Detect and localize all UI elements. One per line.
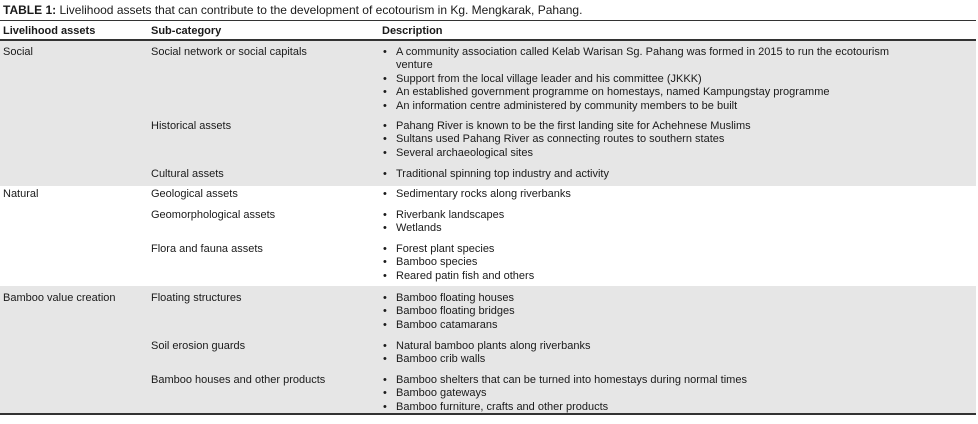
list-item: • Natural bamboo plants along riverbanks: [383, 340, 591, 352]
bullet-icon: •: [383, 305, 387, 318]
list-item: • A community association called Kelab Warisan Sg. Pahang was formed in 2015 to run the ecotourism: [383, 46, 890, 58]
table-caption: [3, 3, 582, 17]
bullet-icon: •: [383, 243, 387, 255]
group-label: Bamboo value creation: [3, 292, 116, 304]
bullet-icon: •: [383, 209, 387, 221]
description-list: [382, 292, 976, 332]
bullet-icon: •: [383, 146, 387, 159]
table-bottom-rule: [0, 413, 976, 415]
list-item: • Bamboo shelters that can be turned into homestays during normal times: [383, 374, 747, 386]
list-item: • Bamboo furniture, crafts and other products: [383, 400, 609, 413]
sub-category: Social network or social capitals: [151, 46, 307, 58]
sub-category: Bamboo houses and other products: [151, 374, 326, 386]
bullet-icon: •: [383, 86, 387, 99]
bullet-icon: •: [383, 222, 387, 235]
bullet-icon: •: [383, 120, 387, 132]
bullet-icon: •: [383, 269, 387, 282]
list-item: • Bamboo species: [383, 256, 478, 269]
table-group-natural: [0, 186, 976, 286]
list-item: • Bamboo floating bridges: [383, 305, 515, 318]
table-caption-text: Livelihood assets that can contribute to the development of ecotourism in Kg. Mengkarak, Pahang.: [56, 3, 583, 17]
list-item: • An information centre administered by community members to be built: [383, 99, 738, 112]
group-label: Social: [3, 46, 33, 58]
bullet-icon: •: [383, 387, 387, 400]
list-item: • Bamboo catamarans: [383, 318, 498, 331]
description-list: [382, 46, 976, 113]
list-item: • Sultans used Pahang River as connecting routes to southern states: [383, 133, 725, 146]
list-item: • Riverbank landscapes: [383, 209, 505, 221]
sub-category: Cultural assets: [151, 168, 224, 180]
list-item: • Wetlands: [383, 222, 442, 235]
bullet-icon: •: [383, 46, 387, 58]
list-item: • Bamboo gateways: [383, 387, 487, 400]
description-list: [382, 120, 976, 160]
description-list: [382, 188, 976, 201]
list-item: • Support from the local village leader and his committee (JKKK): [383, 72, 702, 85]
list-item: • Forest plant species: [383, 243, 495, 255]
description-list: [382, 209, 976, 236]
bullet-icon: •: [383, 292, 387, 304]
list-item: • An established government programme on homestays, named Kampungstay programme: [383, 86, 830, 99]
list-item: • Bamboo crib walls: [383, 353, 486, 366]
description-list: [382, 168, 976, 181]
table-top-rule: [0, 20, 976, 21]
description-list: [382, 340, 976, 367]
bullet-icon: •: [383, 256, 387, 269]
bullet-icon: •: [383, 188, 387, 200]
sub-category: Geomorphological assets: [151, 209, 276, 221]
sub-category: Historical assets: [151, 120, 232, 132]
list-item: • Several archaeological sites: [383, 146, 533, 159]
header-livelihood-assets: Livelihood assets: [3, 25, 96, 37]
bullet-icon: •: [383, 72, 387, 85]
list-item: • Bamboo floating houses: [383, 292, 515, 304]
sub-category: Soil erosion guards: [151, 340, 246, 352]
description-list: [382, 243, 976, 283]
bullet-icon: •: [383, 400, 387, 413]
bullet-icon: •: [383, 99, 387, 112]
table-caption-label: TABLE 1:: [3, 3, 57, 17]
bullet-icon: •: [383, 318, 387, 331]
table-group-bamboo-value-creation: [0, 286, 976, 413]
list-item: • Pahang River is known to be the first landing site for Achehnese Muslims: [383, 120, 751, 132]
sub-category: Geological assets: [151, 188, 238, 200]
bullet-icon: •: [383, 353, 387, 366]
table-group-social: [0, 41, 976, 186]
bullet-icon: •: [383, 340, 387, 352]
list-item-continued: venture: [396, 59, 433, 72]
sub-category: Flora and fauna assets: [151, 243, 263, 255]
sub-category: Floating structures: [151, 292, 242, 304]
group-label: Natural: [3, 188, 39, 200]
bullet-icon: •: [383, 168, 387, 180]
header-sub-category: Sub-category: [151, 25, 222, 37]
header-description: Description: [382, 25, 443, 37]
list-item: • Sedimentary rocks along riverbanks: [383, 188, 571, 200]
description-list: [382, 374, 976, 414]
bullet-icon: •: [383, 374, 387, 386]
bullet-icon: •: [383, 133, 387, 146]
list-item: • Traditional spinning top industry and activity: [383, 168, 609, 180]
list-item: • Reared patin fish and others: [383, 269, 535, 282]
